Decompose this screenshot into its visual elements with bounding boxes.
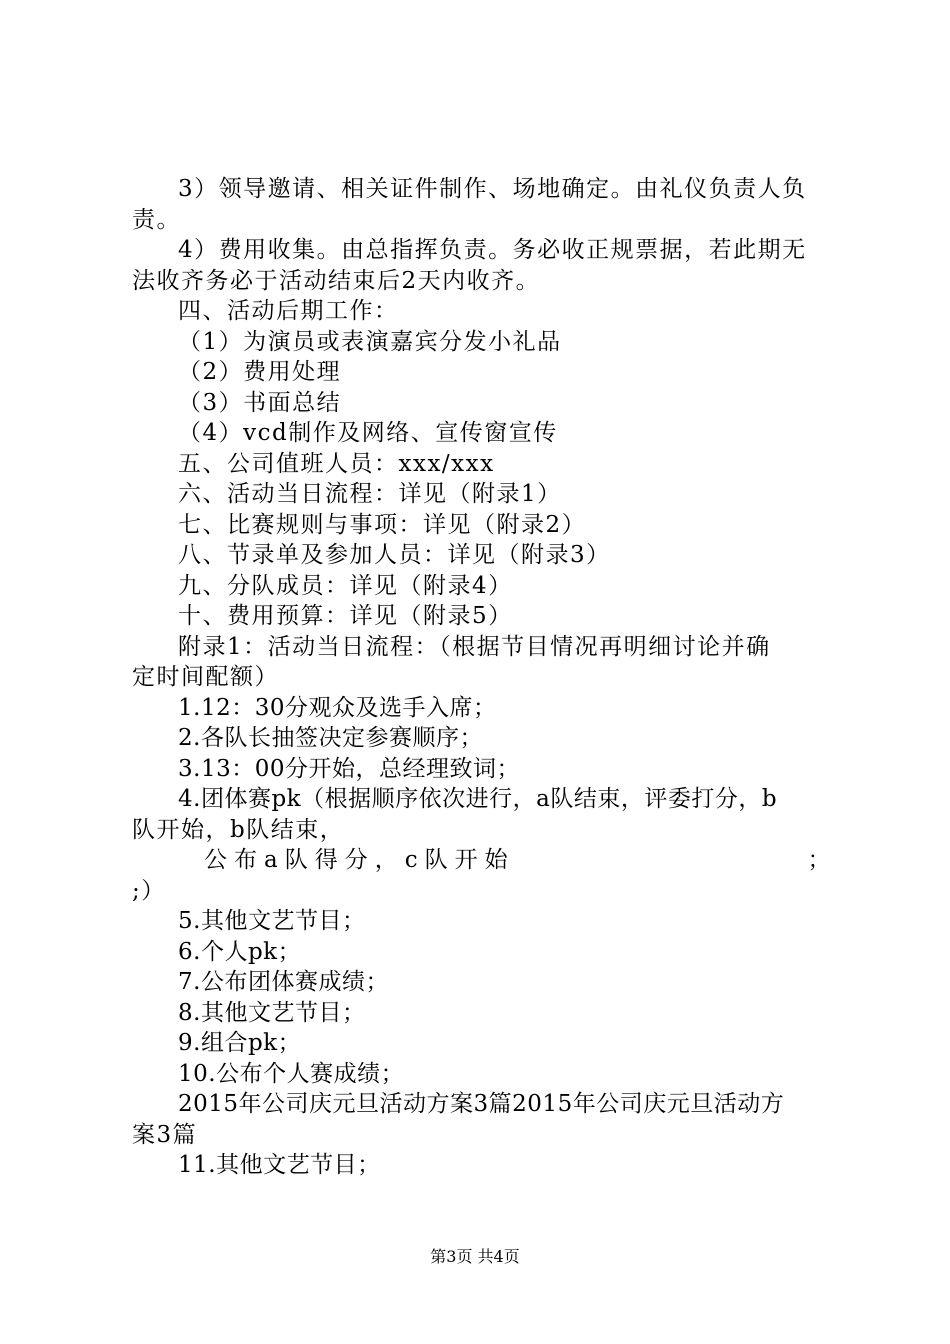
list-item: 2.各队长抽签决定参赛顺序； bbox=[178, 725, 483, 751]
section-heading: 五、公司值班人员：xxx/xxx bbox=[178, 450, 495, 477]
list-item: 10.公布个人赛成绩； bbox=[178, 1060, 405, 1087]
list-item: 9.组合pk； bbox=[178, 1030, 302, 1056]
list-item: （3）书面总结 bbox=[178, 389, 342, 416]
text-fragment: 公布a队得分，c队开始 bbox=[204, 847, 515, 873]
spread-line bbox=[132, 845, 832, 876]
appendix-heading: 附录1：活动当日流程：（根据节目情况再明细讨论并确 bbox=[178, 633, 771, 660]
text-line: 案3篇 bbox=[132, 1121, 198, 1148]
section-heading: 六、活动当日流程：详见（附录1） bbox=[178, 481, 562, 507]
section-heading: 十、费用预算：详见（附录5） bbox=[178, 603, 513, 629]
page-footer: 第3页 共4页 bbox=[430, 1247, 520, 1266]
section-heading: 八、节录单及参加人员：详见（附录3） bbox=[178, 542, 611, 568]
text-line: 2015年公司庆元旦活动方案3篇2015年公司庆元旦活动方 bbox=[178, 1091, 785, 1117]
list-item: 8.其他文艺节目； bbox=[178, 999, 366, 1026]
list-item: 11.其他文艺节目； bbox=[178, 1152, 381, 1178]
text-line: 3）领导邀请、相关证件制作、场地确定。由礼仪负责人负 bbox=[178, 176, 807, 202]
list-item: 4.团体赛pk（根据顺序依次进行，a队结束，评委打分，b bbox=[178, 786, 778, 812]
document-body bbox=[132, 174, 832, 1181]
list-item: （1）为演员或表演嘉宾分发小礼品 bbox=[178, 328, 562, 355]
text-fragment: ； bbox=[807, 847, 832, 873]
section-heading: 九、分队成员：详见（附录4） bbox=[178, 572, 513, 599]
list-item: （4）vcd制作及网络、宣传窗宣传 bbox=[178, 420, 558, 446]
section-heading: 四、活动后期工作： bbox=[178, 298, 399, 324]
text-line: 法收齐务必于活动结束后2天内收齐。 bbox=[132, 267, 541, 294]
list-item: 7.公布团体赛成绩； bbox=[178, 969, 389, 995]
text-line: 4）费用收集。由总指挥负责。务必收正规票据，若此期无 bbox=[178, 237, 807, 263]
list-item: 3.13：00分开始，总经理致词； bbox=[178, 755, 520, 782]
list-item: 1.12：30分观众及选手入席； bbox=[178, 694, 497, 721]
list-item: 5.其他文艺节目； bbox=[178, 908, 366, 934]
text-line: ;） bbox=[132, 877, 166, 904]
list-item: （2）费用处理 bbox=[178, 359, 342, 385]
text-line: 队开始，b队结束， bbox=[132, 816, 345, 843]
list-item: 6.个人pk； bbox=[178, 938, 302, 965]
section-heading: 七、比赛规则与事项：详见（附录2） bbox=[178, 511, 587, 538]
text-line: 定时间配额） bbox=[132, 664, 279, 690]
text-line: 责。 bbox=[132, 206, 181, 233]
